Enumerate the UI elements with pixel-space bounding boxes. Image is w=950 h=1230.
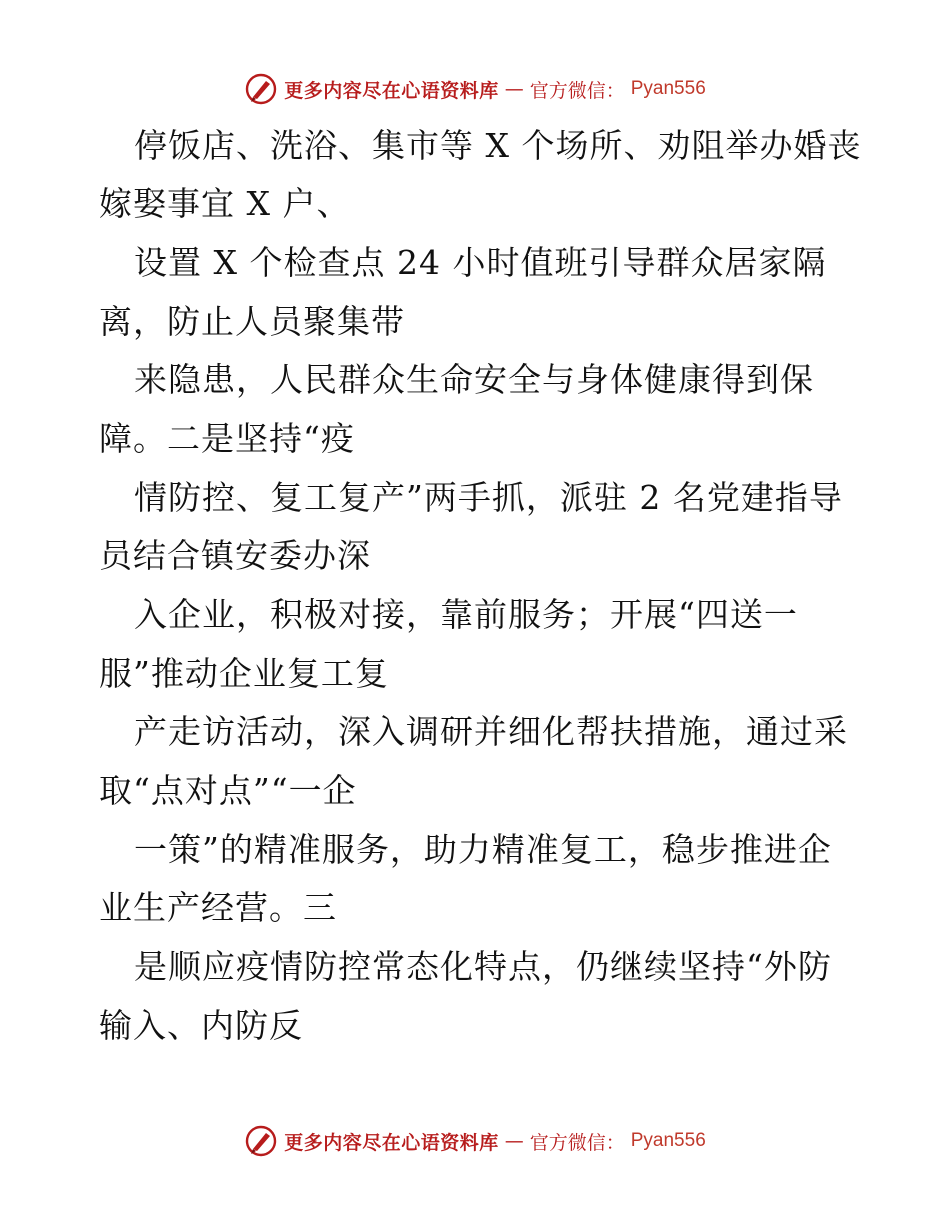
body-line: 业生产经营。三 (99, 888, 337, 927)
body-line: 产走访活动，深入调研并细化帮扶措施，通过采 (134, 712, 848, 751)
watermark-account: Pyan556 (630, 78, 706, 99)
watermark-subtitle: 官方微信： (529, 79, 625, 102)
body-line: 是顺应疫情防控常态化特点，仍继续坚持“外防 (134, 947, 832, 986)
quill-pen-logo-icon (244, 1124, 278, 1158)
body-line: 取“点对点”“一企 (99, 771, 357, 810)
body-line: 员结合镇安委办深 (99, 536, 371, 575)
page-footer-watermark (0, 1124, 950, 1158)
body-line: 设置 X 个检查点 24 小时值班引导群众居家隔 (134, 243, 827, 282)
body-line: 输入、内防反 (99, 1006, 303, 1045)
body-line: 服”推动企业复工复 (99, 654, 389, 693)
watermark-brand: 更多内容尽在心语资料库 (284, 79, 499, 102)
page-header-watermark (0, 72, 950, 106)
body-line: 嫁娶事宜 X 户、 (99, 184, 351, 223)
body-line: 障。二是坚持“疫 (99, 419, 355, 458)
body-line: 来隐患，人民群众生命安全与身体健康得到保 (134, 360, 814, 399)
watermark-account: Pyan556 (630, 1130, 706, 1151)
body-line: 停饭店、洗浴、集市等 X 个场所、劝阻举办婚丧 (134, 126, 862, 165)
watermark-subtitle: 官方微信： (529, 1131, 625, 1154)
body-line: 离，防止人员聚集带 (99, 302, 405, 341)
watermark-brand: 更多内容尽在心语资料库 (284, 1131, 499, 1154)
quill-pen-logo-icon (244, 72, 278, 106)
body-line: 一策”的精准服务，助力精准复工，稳步推进企 (134, 830, 832, 869)
body-line: 情防控、复工复产”两手抓，派驻 2 名党建指导 (134, 478, 843, 517)
watermark-separator: — (504, 1130, 524, 1152)
body-line: 入企业，积极对接，靠前服务；开展“四送一 (134, 595, 798, 634)
watermark-separator: — (504, 78, 524, 100)
